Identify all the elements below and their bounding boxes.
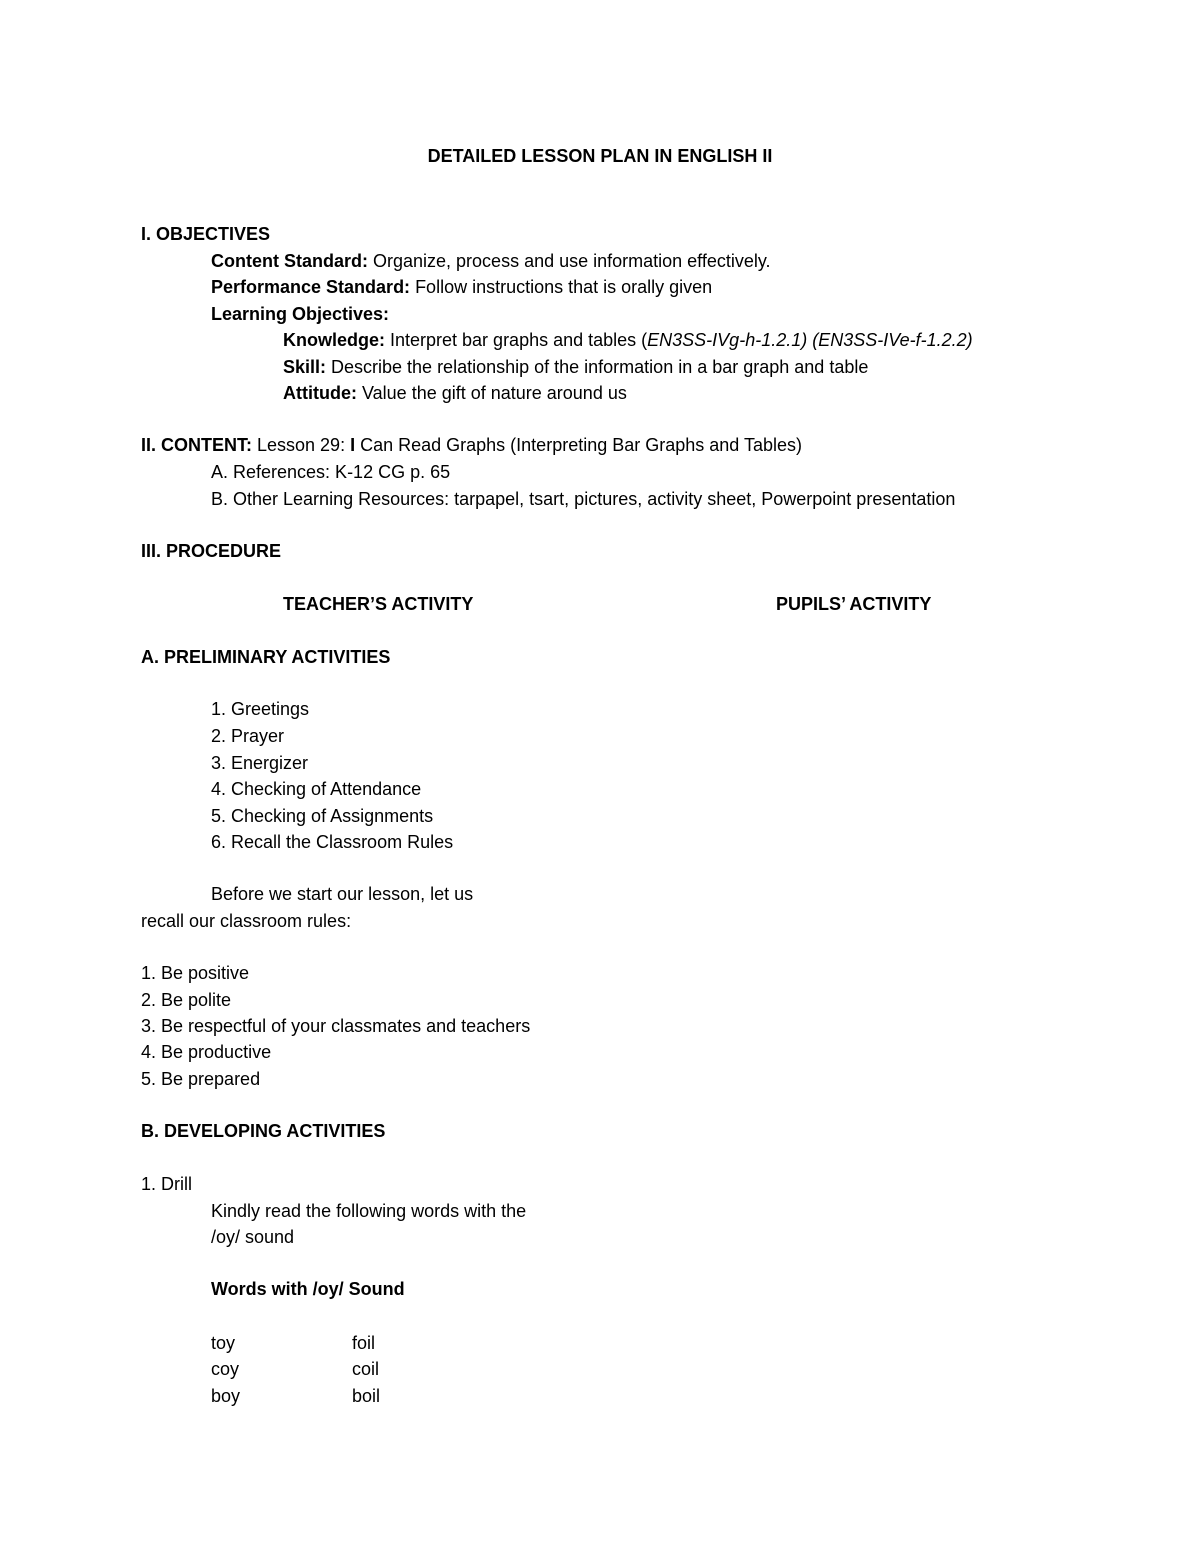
rule-item: 3. Be respectful of your classmates and teachers: [141, 1016, 531, 1036]
content-standard-label: Content Standard:: [211, 251, 368, 271]
content-section: [141, 434, 802, 456]
word-item: boy: [211, 1386, 241, 1406]
pupils-activity-column: PUPILS’ ACTIVITY: [776, 594, 932, 614]
attitude-objective: [283, 382, 627, 404]
performance-standard-label: Performance Standard:: [211, 277, 411, 297]
list-item: 6. Recall the Classroom Rules: [211, 832, 454, 852]
drill-label: 1. Drill: [141, 1174, 193, 1194]
word-item: coil: [352, 1359, 380, 1379]
word-item: foil: [352, 1333, 376, 1353]
content-standard-text: Organize, process and use information effectively.: [368, 251, 771, 271]
rules-intro-line2: recall our classroom rules:: [141, 911, 352, 931]
references: A. References: K-12 CG p. 65: [211, 462, 451, 482]
lesson-number: Lesson 29:: [252, 435, 351, 455]
content-heading: II. CONTENT:: [141, 435, 252, 455]
word-item: toy: [211, 1333, 236, 1353]
objectives-heading: I. OBJECTIVES: [141, 224, 271, 244]
words-heading: Words with /oy/ Sound: [211, 1279, 405, 1299]
list-item: 1. Greetings: [211, 699, 310, 719]
developing-heading: B. DEVELOPING ACTIVITIES: [141, 1121, 386, 1141]
word-item: coy: [211, 1359, 240, 1379]
attitude-text: Value the gift of nature around us: [356, 383, 627, 403]
list-item: 3. Energizer: [211, 753, 309, 773]
knowledge-objective: [283, 329, 973, 351]
drill-instruction-line1: Kindly read the following words with the: [211, 1201, 527, 1221]
skill-objective: [283, 356, 868, 378]
teacher-activity-column: TEACHER’S ACTIVITY: [283, 594, 474, 614]
learning-objectives-label: Learning Objectives:: [211, 304, 390, 324]
document-title: DETAILED LESSON PLAN IN ENGLISH II: [427, 146, 773, 166]
skill-text: Describe the relationship of the information in a bar graph and table: [326, 357, 869, 377]
other-resources: B. Other Learning Resources: tarpapel, tsart, pictures, activity sheet, Powerpoint presentation: [211, 489, 956, 509]
attitude-label: Attitude:: [283, 383, 357, 403]
drill-instruction-line2: /oy/ sound: [211, 1227, 295, 1247]
list-item: 2. Prayer: [211, 726, 285, 746]
content-standard: [211, 250, 771, 272]
skill-label: Skill:: [283, 357, 327, 377]
procedure-heading: III. PROCEDURE: [141, 541, 282, 561]
knowledge-text: Interpret bar graphs and tables (: [385, 330, 648, 350]
lesson-title-start: I: [350, 435, 356, 455]
lesson-title-rest: Can Read Graphs (Interpreting Bar Graphs and Tables): [355, 435, 802, 455]
rule-item: 5. Be prepared: [141, 1069, 261, 1089]
knowledge-codes: EN3SS-IVg-h-1.2.1) (EN3SS-IVe-f-1.2.2): [647, 330, 973, 350]
performance-standard-text: Follow instructions that is orally given: [410, 277, 713, 297]
rule-item: 1. Be positive: [141, 963, 250, 983]
knowledge-label: Knowledge:: [283, 330, 385, 350]
word-item: boil: [352, 1386, 381, 1406]
rule-item: 2. Be polite: [141, 990, 232, 1010]
performance-standard: [211, 276, 712, 298]
list-item: 5. Checking of Assignments: [211, 806, 434, 826]
list-item: 4. Checking of Attendance: [211, 779, 422, 799]
rules-intro-line1: Before we start our lesson, let us: [211, 884, 474, 904]
preliminary-heading: A. PRELIMINARY ACTIVITIES: [141, 647, 391, 667]
rule-item: 4. Be productive: [141, 1042, 272, 1062]
